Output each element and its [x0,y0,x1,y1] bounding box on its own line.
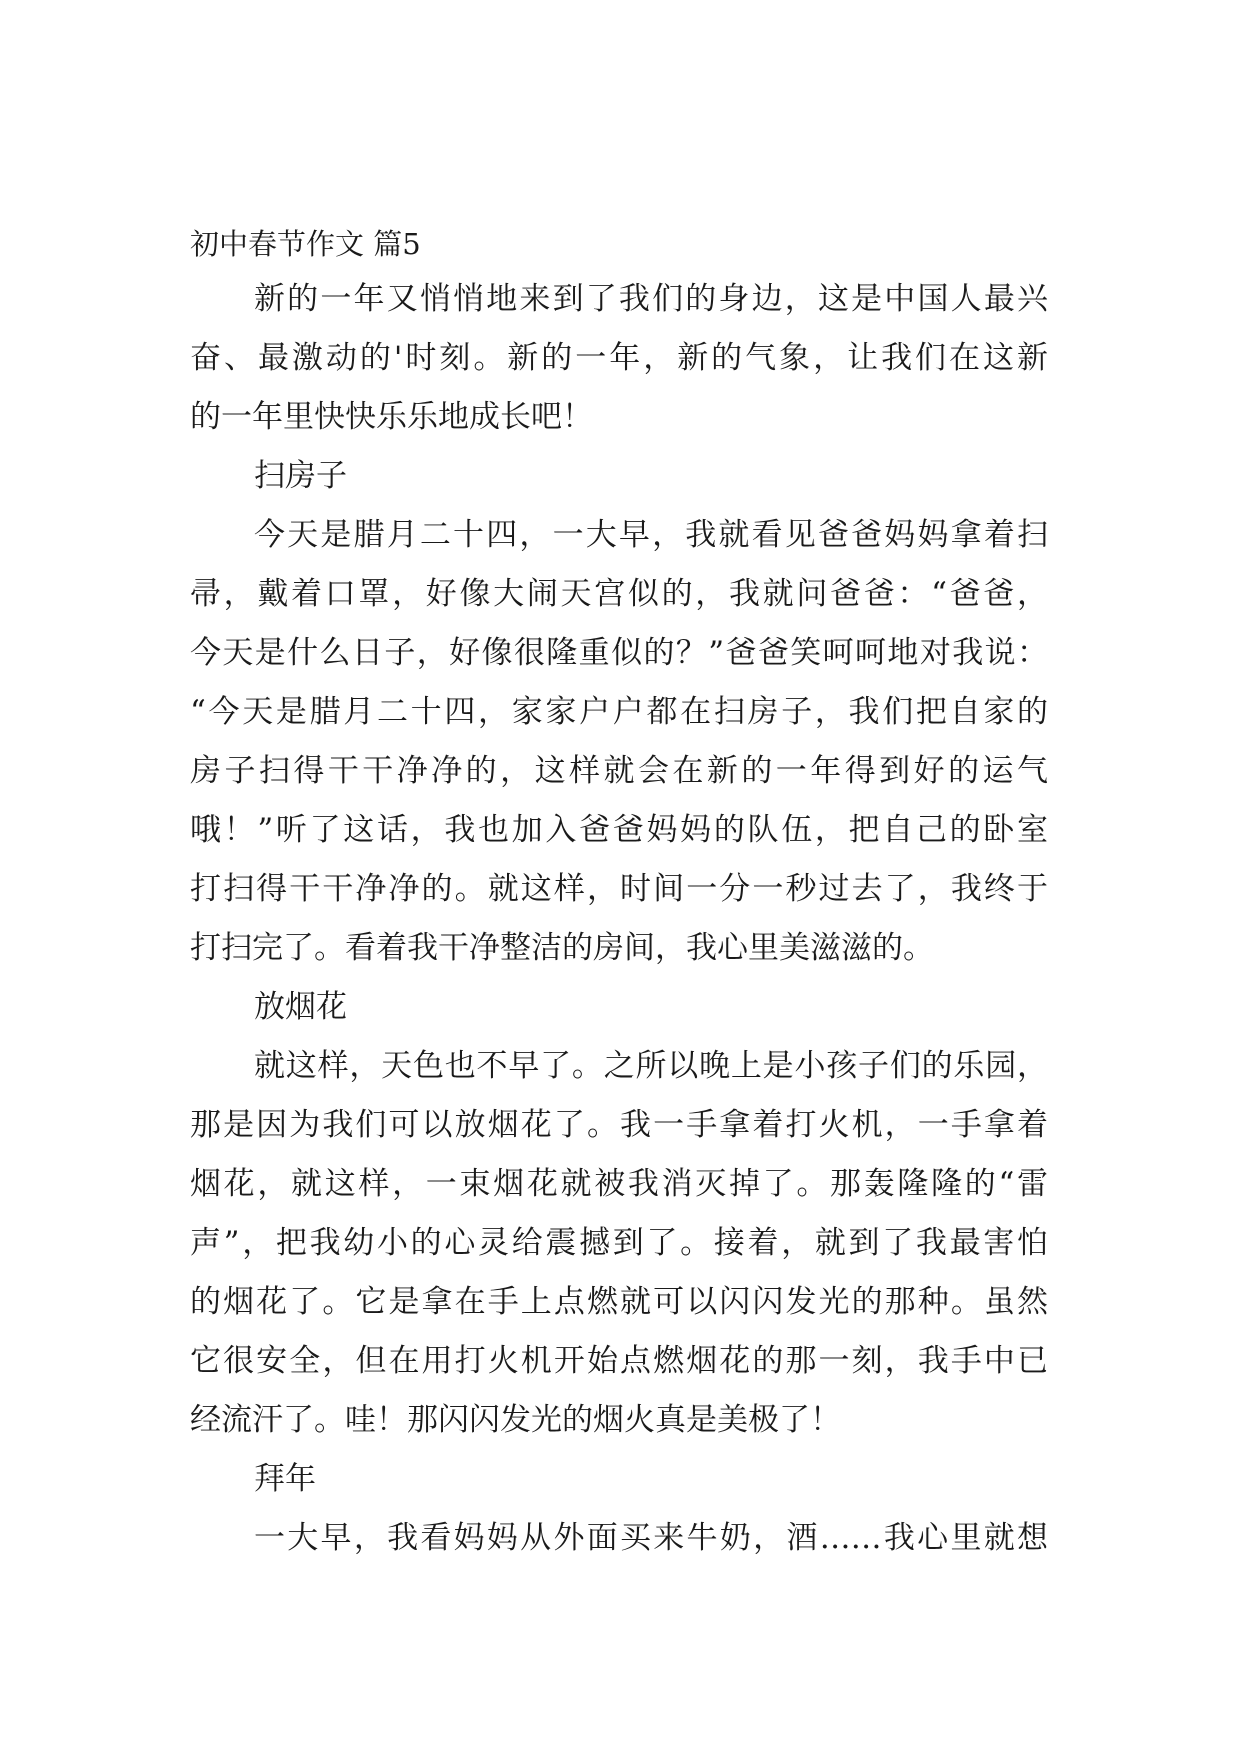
paragraph-line: 一大早，我看妈妈从外面买来牛奶，酒……我心里就想 [254,1520,1048,1556]
paragraph-line: 的烟花了。它是拿在手上点燃就可以闪闪发光的那种。虽然 [190,1284,1048,1320]
paragraph-line: 声”，把我幼小的心灵给震撼到了。接着，就到了我最害怕 [190,1225,1048,1261]
section-heading: 拜年 [254,1461,316,1497]
paragraph-line: 打扫完了。看着我干净整洁的房间，我心里美滋滋的。 [190,930,934,966]
section-heading: 扫房子 [254,458,347,494]
paragraph-line: “今天是腊月二十四，家家户户都在扫房子，我们把自家的 [190,694,1048,730]
paragraph-line: 今天是什么日子，好像很隆重似的？”爸爸笑呵呵地对我说： [190,635,1048,671]
paragraph-line: 它很安全，但在用打火机开始点燃烟花的那一刻，我手中已 [190,1343,1048,1379]
paragraph-line: 帚，戴着口罩，好像大闹天宫似的，我就问爸爸：“爸爸， [190,576,1048,612]
paragraph-line: 的一年里快快乐乐地成长吧！ [190,399,593,435]
essay-title: 初中春节作文 篇5 [190,227,421,261]
paragraph-line: 就这样，天色也不早了。之所以晚上是小孩子们的乐园， [254,1048,1048,1084]
paragraph-line: 奋、最激动的'时刻。新的一年，新的气象，让我们在这新 [190,340,1048,376]
paragraph-line: 哦！”听了这话，我也加入爸爸妈妈的队伍，把自己的卧室 [190,812,1048,848]
paragraph-line: 房子扫得干干净净的，这样就会在新的一年得到好的运气 [190,753,1048,789]
section-heading: 放烟花 [254,989,347,1025]
paragraph-line: 经流汗了。哇！那闪闪发光的烟火真是美极了！ [190,1402,841,1438]
paragraph-line: 烟花，就这样，一束烟花就被我消灭掉了。那轰隆隆的“雷 [190,1166,1048,1202]
document-page [190,218,1048,1568]
paragraph-line: 那是因为我们可以放烟花了。我一手拿着打火机，一手拿着 [190,1107,1048,1143]
paragraph-line: 今天是腊月二十四，一大早，我就看见爸爸妈妈拿着扫 [254,517,1048,553]
paragraph-line: 打扫得干干净净的。就这样，时间一分一秒过去了，我终于 [190,871,1048,907]
paragraph-line: 新的一年又悄悄地来到了我们的身边，这是中国人最兴 [254,281,1048,317]
